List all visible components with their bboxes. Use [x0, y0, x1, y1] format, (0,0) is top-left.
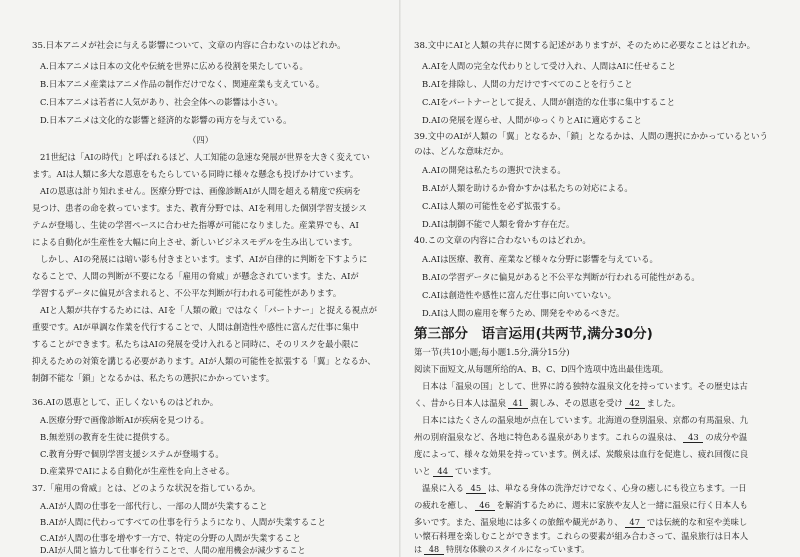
- q39-stem: 39.文中のAIが人類の「翼」となるか、「鎖」となるかは、人間の選択にかかっているという: [414, 132, 769, 142]
- passage-line: 見つけ、患者の命を救っています。また、教育分野では、AIを利用した個別学習支援シス: [32, 203, 367, 213]
- cloze-line: 度によって、様々な効果を持っています。例えば、炭酸泉は血行を促進し、疲れ回復に良: [414, 449, 749, 459]
- blank-44: 44: [433, 467, 453, 477]
- cloze-text: は: [414, 545, 422, 554]
- passage-line: 制御不能な「鎖」となるかは、私たちの選択にかかっています。: [32, 373, 275, 383]
- q38-option-b: B.AIを排除し、人間の力だけですべてのことを行うこと: [422, 79, 633, 89]
- q35-option-d: D.日本アニメは文化的な影響と経済的な影響の両方を与えている。: [40, 115, 292, 125]
- cloze-text: いと: [414, 466, 431, 476]
- passage-line: テムが登場し、生徒の学習ペースに合わせた指導が可能になりました。産業界でも、AI: [32, 220, 359, 230]
- blank-42: 42: [625, 399, 645, 409]
- q40-option-a: A.AIは医療、教育、産業など様々な分野に影響を与えている。: [422, 254, 658, 264]
- cloze-line: [414, 545, 589, 555]
- blank-45: 45: [466, 484, 486, 494]
- cloze-text: 温泉に入る: [422, 483, 464, 493]
- cloze-text: く、昔から日本人は温泉: [414, 398, 506, 408]
- subsection-heading: 第一节(共10小题;每小题1.5分,满分15分): [414, 347, 570, 357]
- cloze-text: 多いです。また、温泉地には多くの旅館や観光があり、: [414, 517, 623, 527]
- cloze-line: [414, 432, 747, 443]
- q37-option-a: A.AIが人間の仕事を一部代行し、一部の人間が失業すること: [40, 501, 268, 511]
- q38-option-c: C.AIをパートナーとして捉え、人間が創造的な仕事に集中すること: [422, 97, 676, 107]
- q40-stem: 40.この文章の内容に合わないものはどれか。: [414, 236, 591, 246]
- passage-line: ます。AIは人類に多大な恩恵をもたらしている同時に様々な懸念も投げかけています。: [32, 169, 359, 179]
- passage-line: による自動化が生産性を大幅に向上させ、新しいビジネスモデルを生み出しています。: [32, 237, 358, 247]
- section-4-heading: （四）: [188, 135, 214, 145]
- cloze-line: い懐石料理を楽しむことができます。これらの要素が組み合わさって、温泉旅行は日本人: [414, 531, 749, 541]
- q37-stem: 37.「雇用の脅威」とは、どのような状況を指しているか。: [32, 484, 261, 494]
- cloze-line: [422, 483, 747, 494]
- blank-48: 48: [424, 545, 444, 555]
- cloze-line: [414, 398, 680, 409]
- passage-line: 学習するデータに偏見が含まれると、不公平な判断が行われる可能性があります。: [32, 288, 342, 298]
- cloze-text: 特別な体験のスタイルになっています。: [446, 545, 590, 554]
- q39-option-a: A.AIの開発は私たちの選択で決まる。: [422, 165, 566, 175]
- cloze-text: を解消するために、週末に家族や友人と一緒に温泉に行く日本人も: [496, 500, 748, 510]
- q36-stem: 36.AIの恩恵として、正しくないものはどれか。: [32, 398, 219, 408]
- cloze-line: [414, 517, 747, 528]
- q35-option-a: A.日本アニメは日本の文化や伝統を世界に広める役割を果たしている。: [40, 61, 308, 71]
- q36-option-c: C.教育分野で個別学習支援システムが登場する。: [40, 449, 224, 459]
- cloze-text: では伝統的な和室や美味し: [646, 517, 748, 527]
- q40-option-c: C.AIは創造性や感性に富んだ仕事に向いていない。: [422, 290, 617, 300]
- cloze-line: [414, 500, 748, 511]
- instructions: 阅读下面短文,从每题所给的A、B、C、D四个选项中选出最佳选项。: [414, 364, 669, 374]
- q37-option-b: B.AIが人間に代わってすべての仕事を行うようになり、人間が失業すること: [40, 517, 326, 527]
- q38-option-d: D.AIの発展を遅らせ、人間がゆっくりとAIに適応すること: [422, 115, 642, 125]
- cloze-text: は、単なる身体の洗浄だけでなく、心身の癒しにも役立ちます。一日: [487, 483, 747, 493]
- blank-47: 47: [625, 518, 645, 528]
- cloze-text: の疲れを癒し、: [414, 500, 473, 510]
- q36-option-d: D.産業界でAIによる自動化が生産性を向上させる。: [40, 466, 235, 476]
- q35-stem: 35.日本アニメが社会に与える影響について、文章の内容に合わないのはどれか。: [32, 41, 346, 51]
- q40-option-b: B.AIの学習データに偏見があると不公平な判断が行われる可能性がある。: [422, 272, 700, 282]
- q35-option-c: C.日本アニメは若者に人気があり、社会全体への影響は小さい。: [40, 97, 283, 107]
- q35-option-b: B.日本アニメ産業はアニメ作品の制作だけでなく、関連産業も支えている。: [40, 79, 325, 89]
- cloze-text: 州の別府温泉など、各地に特色ある温泉があります。これらの温泉は、: [414, 432, 682, 442]
- q39-option-b: B.AIが人類を助けるか脅かすかは私たちの対応による。: [422, 183, 633, 193]
- cloze-text: ました。: [646, 398, 681, 408]
- cloze-text: 親しみ、その恩恵を受け: [529, 398, 623, 408]
- passage-line: なることで、人間の判断が不要になる「雇用の脅威」が懸念されています。また、AIが: [32, 271, 359, 281]
- q38-stem: 38.文中にAIと人類の共存に関する記述がありますが、そのために必要なことはどれか。: [414, 41, 756, 51]
- q37-option-c: C.AIが人間の仕事を増やす一方で、特定の分野の人間が失業すること: [40, 533, 301, 543]
- q39-option-c: C.AIは人類の可能性を必ず拡張する。: [422, 201, 566, 211]
- cloze-line: [414, 466, 496, 477]
- q39-stem-cont: のは、どんな意味だか。: [414, 147, 509, 157]
- cloze-text: の成分や温: [705, 432, 748, 442]
- q39-option-d: D.AIは制御不能で人類を脅かす存在だ。: [422, 219, 575, 229]
- part-3-heading: 第三部分 语言运用(共两节,满分30分): [414, 326, 653, 342]
- blank-43: 43: [683, 433, 703, 443]
- passage-line: AIの恩恵は計り知れません。医療分野では、画像診断AIが人間を超える精度で疾病を: [40, 186, 361, 196]
- passage-line: 抑えるための対策を講じる必要があります。AIが人類の可能性を拡張する「翼」となるか、: [32, 356, 376, 366]
- q36-option-a: A.医療分野で画像診断AIが疾病を見つける。: [40, 415, 209, 425]
- cloze-line: 日本は「温泉の国」として、世界に誇る独特な温泉文化を持っています。その歴史は古: [422, 381, 748, 391]
- q38-option-a: A.AIを人間の完全な代わりとして受け入れ、人間はAIに任せること: [422, 61, 677, 71]
- passage-line: 21世紀は「AIの時代」と呼ばれるほど、人工知能の急速な発展が世界を大きく変えてい: [40, 152, 370, 162]
- passage-line: することができます。私たちはAIの発展を受け入れると同時に、そのリスクを最小限に: [32, 339, 359, 349]
- passage-line: しかし、AIの発展には暗い影も付きまといます。まず、AIが自律的に判断を下すように: [40, 254, 368, 264]
- q40-option-d: D.AIは人間の雇用を奪うため、開発をやめるべきだ。: [422, 308, 625, 318]
- blank-41: 41: [508, 399, 528, 409]
- cloze-text: ています。: [454, 466, 496, 476]
- passage-line: AIと人類が共存するためには、AIを「人類の敵」ではなく「パートナー」と捉える視点が: [40, 305, 377, 315]
- blank-46: 46: [475, 501, 495, 511]
- page-8: [400, 0, 800, 557]
- q36-option-b: B.無差別の教育を生徒に提供する。: [40, 432, 175, 442]
- passage-line: 重要です。AIが単調な作業を代行することで、人間は創造性や感性に富んだ仕事に集中: [32, 322, 359, 332]
- q37-option-d: D.AIが人間と協力して仕事を行うことで、人間の雇用機会が減少すること: [40, 546, 306, 555]
- cloze-line: 日本にはたくさんの温泉地が点在しています。北海道の登別温泉、京都の有馬温泉、九: [422, 415, 748, 425]
